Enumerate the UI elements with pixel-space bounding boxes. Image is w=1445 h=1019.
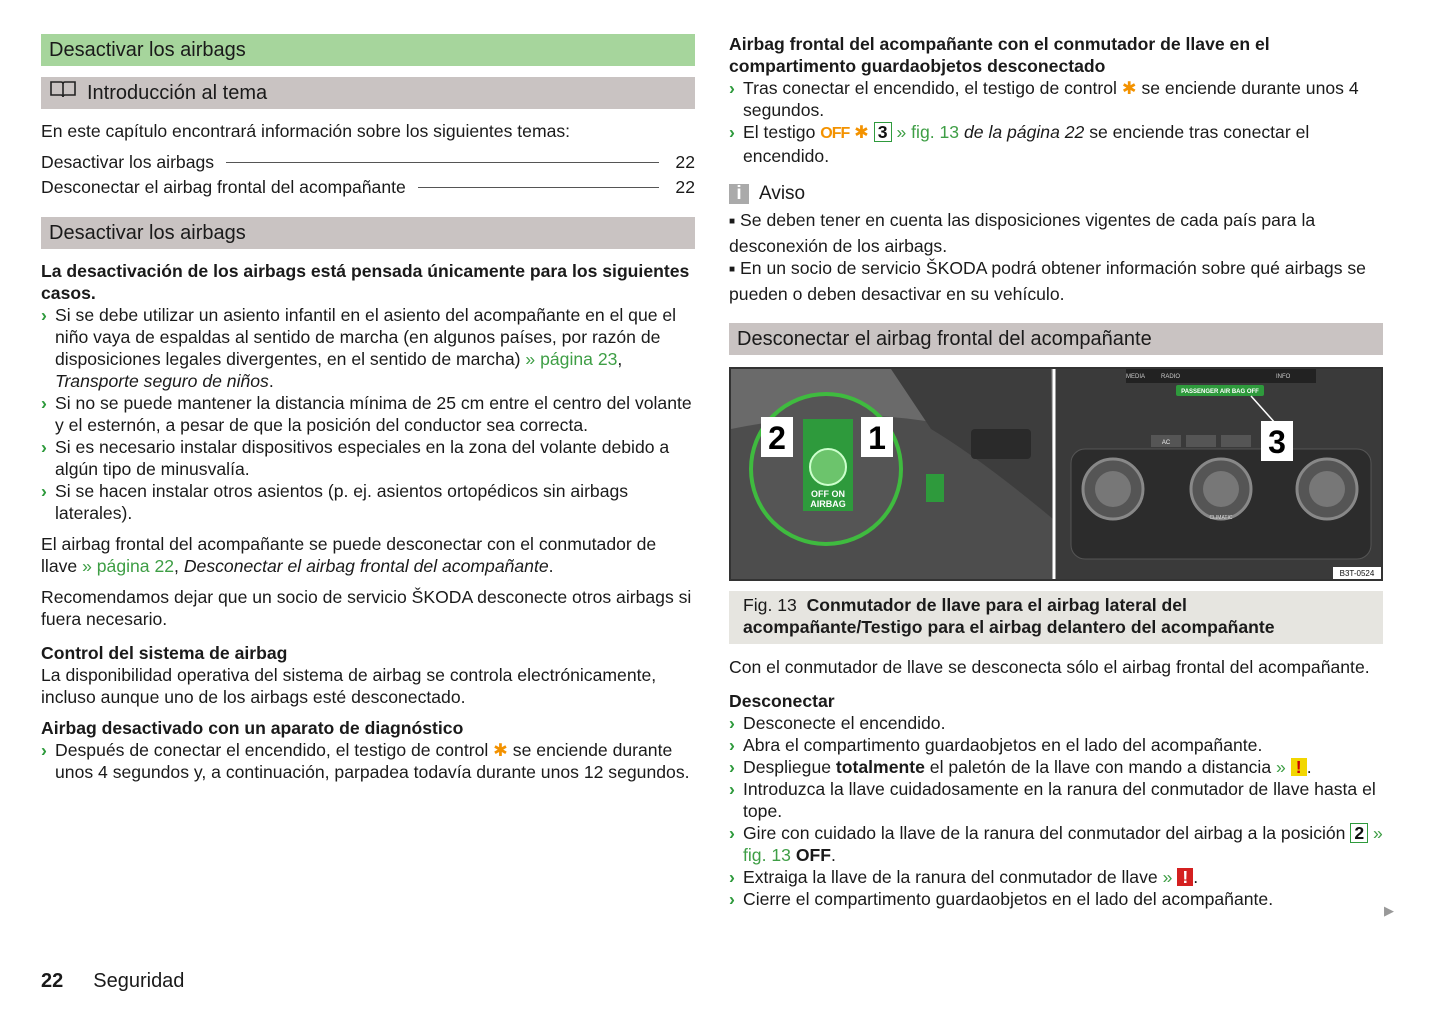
info-button: INFO: [1276, 374, 1291, 380]
arrow-icon: ›: [729, 713, 735, 733]
text-segment: se enciende tras conectar el encendido.: [743, 122, 1310, 166]
page-number: 22: [41, 970, 64, 992]
aviso-item: ■ En un socio de servicio ŠKODA podrá obtener información sobre qué airbags se pueden o deben desactivar en su vehículo.: [729, 257, 1383, 305]
intro-header-label: Introducción al tema: [87, 82, 268, 104]
paragraph: Recomendamos dejar que un socio de servicio ŠKODA desconecte otros airbags si fuera necesario.: [41, 587, 692, 629]
text-segment: .: [1306, 757, 1312, 777]
bullet-item: [729, 77, 1383, 121]
ac-button: AC: [1161, 440, 1171, 446]
figure-code: B3T-0524: [1339, 569, 1375, 578]
warning-icon: !: [1291, 758, 1307, 776]
text-segment: Despliegue: [743, 757, 836, 777]
toc-page: 22: [675, 152, 695, 172]
cross-reference-link[interactable]: » fig. 13: [891, 122, 960, 142]
arrow-icon: ›: [729, 78, 735, 98]
text-segment: totalmente: [835, 757, 925, 777]
arrow-icon: ›: [729, 823, 735, 843]
continue-arrow-icon: ▶: [1384, 903, 1394, 918]
bullet-item: [41, 392, 695, 436]
step-item: [729, 778, 1383, 822]
toc: [41, 151, 695, 201]
figure-callout-ref: 3: [874, 122, 892, 142]
media-button: MEDIA: [1126, 374, 1146, 380]
text-segment: .: [831, 845, 836, 865]
aviso-item: ■ Se deben tener en cuenta las disposiciones vigentes de cada país para la desconexión de los airbags.: [729, 209, 1383, 257]
cross-reference-link[interactable]: »: [1162, 867, 1173, 887]
text-segment: el paletón de la llave con mando a distancia: [924, 757, 1277, 777]
caption-text: Conmutador de llave para el airbag lateral del acompañante/Testigo para el airbag delantero del acompañante: [743, 595, 1275, 637]
text-segment: de la página 22: [963, 122, 1085, 142]
bullet-item: [729, 121, 1383, 167]
airbag-warning-icon: ✱: [493, 740, 508, 760]
item-text: [55, 437, 669, 479]
figure-13: [729, 367, 1383, 581]
item-text: [743, 867, 1198, 887]
arrow-icon: ›: [729, 735, 735, 755]
subheading: Desconectar: [729, 691, 835, 711]
figure-illustration: [731, 369, 1381, 579]
arrow-icon: ›: [729, 757, 735, 777]
text-segment: OFF: [820, 125, 850, 142]
left-column: [41, 0, 695, 783]
step-item: [729, 734, 1383, 756]
callout-2: 2: [768, 420, 786, 456]
callout-3: 3: [1268, 424, 1286, 460]
radio-button: RADIO: [1161, 374, 1181, 380]
step-item: [729, 712, 1383, 734]
item-text: [743, 757, 1312, 777]
page-footer: [41, 970, 184, 992]
step-item: [729, 822, 1383, 866]
cross-reference-link[interactable]: » fig. 13: [743, 823, 1383, 865]
section-name: Seguridad: [93, 970, 185, 992]
text-segment: Desconectar el airbag frontal del acompañante: [183, 556, 549, 576]
text-segment: El airbag frontal del acompañante se puede desconectar con el conmutador de llave: [41, 534, 657, 576]
text-segment: .: [1193, 867, 1199, 887]
text-segment: ,: [617, 349, 623, 369]
item-text: [743, 889, 1273, 909]
aviso-heading: [729, 183, 1383, 205]
section-header: Desconectar el airbag frontal del acompañante: [729, 323, 1383, 355]
arrow-icon: ›: [41, 437, 47, 457]
item-text: [743, 823, 1383, 865]
figure-callout-ref: 2: [1350, 823, 1368, 843]
text-segment: OFF: [795, 845, 832, 865]
item-text: [55, 305, 676, 391]
toc-entry[interactable]: [41, 176, 695, 201]
book-icon: [49, 77, 77, 109]
text-segment: Transporte seguro de niños: [55, 371, 269, 391]
switch-off-on-label: OFF ON: [810, 489, 846, 499]
toc-leader: [418, 187, 660, 188]
arrow-icon: ›: [729, 867, 735, 887]
step-item: [729, 888, 1383, 910]
airbag-warning-icon: ✱: [1121, 78, 1137, 98]
text-segment: Después de conectar el encendido, el testigo de control: [55, 740, 494, 760]
step-item: [729, 866, 1383, 888]
lead-text: La desactivación de los airbags está pensada únicamente para los siguientes casos.: [41, 261, 690, 303]
cross-reference-link[interactable]: »: [1276, 757, 1286, 777]
callout-1: 1: [868, 420, 886, 456]
right-column: [729, 0, 1383, 910]
text-segment: Introduzca la llave cuidadosamente en la ranura del conmutador de llave hasta el tope.: [743, 779, 1376, 821]
arrow-icon: ›: [41, 481, 47, 501]
toc-page: 22: [675, 177, 695, 197]
text-segment: se enciende durante unos 4 segundos y, a continuación, parpadea todavía durante unos 12 segundos.: [55, 740, 690, 782]
text-segment: se enciende durante unos 4 segundos.: [743, 78, 1359, 120]
aviso-title: Aviso: [759, 183, 806, 204]
arrow-icon: ›: [729, 122, 735, 142]
item-text: [743, 779, 1376, 821]
item-text: [55, 393, 692, 435]
subheading: Airbag frontal del acompañante con el conmutador de llave en el compartimento guardaobjetos desconectado: [729, 34, 1270, 76]
warning-icon: !: [1177, 868, 1193, 886]
text-segment: .: [548, 556, 554, 576]
text-segment: Si es necesario instalar dispositivos especiales en la zona del volante debido a algún tipo de minusvalía.: [55, 437, 670, 479]
arrow-icon: ›: [729, 779, 735, 799]
figure-caption: [729, 591, 1383, 644]
toc-entry[interactable]: [41, 151, 695, 176]
passenger-airbag-off-indicator: PASSENGER AIR BAG OFF: [1181, 389, 1259, 395]
caption-number: Fig. 13: [743, 595, 797, 615]
text-segment: Cierre el compartimento guardaobjetos en el lado del acompañante.: [743, 889, 1274, 909]
airbag-warning-icon: ✱: [849, 122, 874, 142]
cross-reference-link[interactable]: » página 23: [525, 349, 618, 369]
arrow-icon: ›: [41, 393, 47, 413]
cross-reference-link[interactable]: » página 22: [82, 556, 175, 576]
text-segment: Si se hacen instalar otros asientos (p. ej. asientos ortopédicos sin airbags laterales).: [55, 481, 629, 523]
climatic-label: CLIMATIC: [1209, 515, 1233, 521]
switch-airbag-label: AIRBAG: [810, 499, 846, 509]
item-text: [743, 735, 1262, 755]
intro-text: En este capítulo encontrará información sobre los siguientes temas:: [41, 121, 571, 141]
bullet-item: [41, 480, 695, 524]
text-segment: Tras conectar el encendido, el testigo de control: [743, 78, 1122, 98]
arrow-icon: ›: [729, 889, 735, 909]
subheading: Airbag desactivado con un aparato de diagnóstico: [41, 718, 464, 738]
step-item: [729, 756, 1383, 778]
intro-header: [41, 77, 695, 109]
paragraph: La disponibilidad operativa del sistema de airbag se controla electrónicamente, incluso aunque uno de los airbags esté desconectado.: [41, 665, 657, 707]
item-text: [55, 481, 628, 523]
text-segment: .: [268, 371, 274, 391]
toc-leader: [226, 162, 659, 163]
text-segment: El testigo: [743, 122, 821, 142]
bullet-item: [41, 436, 695, 480]
item-text: [743, 78, 1359, 120]
item-text: [743, 713, 945, 733]
text-segment: Si se debe utilizar un asiento infantil en el asiento del acompañante en el que el niño vaya de espaldas al sentido de marcha (en algunos países, por razón de disposiciones legales divergentes, en el sentido de marcha): [55, 305, 677, 369]
item-text: [743, 122, 1309, 166]
paragraph: [41, 533, 695, 577]
toc-label[interactable]: Desactivar los airbags: [41, 152, 215, 172]
arrow-icon: ›: [41, 305, 47, 325]
bullet-item: [41, 739, 695, 783]
text-segment: Si no se puede mantener la distancia mínima de 25 cm entre el centro del volante y el esternón, a pesar de que la posición del conductor sea correcta.: [55, 393, 692, 435]
toc-label[interactable]: Desconectar el airbag frontal del acompañante: [41, 177, 406, 197]
chapter-title: Desactivar los airbags: [41, 34, 695, 66]
text-segment: ,: [174, 556, 184, 576]
text-segment: Abra el compartimento guardaobjetos en el lado del acompañante.: [743, 735, 1263, 755]
item-text: [55, 740, 690, 782]
text-segment: Desconecte el encendido.: [743, 713, 946, 733]
subheading: Control del sistema de airbag: [41, 643, 288, 663]
bullet-item: [41, 304, 695, 392]
arrow-icon: ›: [41, 740, 47, 760]
text-segment: Extraiga la llave de la ranura del conmutador de llave: [743, 867, 1163, 887]
paragraph: Con el conmutador de llave se desconecta sólo el airbag frontal del acompañante.: [729, 657, 1370, 677]
info-icon: i: [729, 184, 749, 204]
section-header: Desactivar los airbags: [41, 217, 695, 249]
text-segment: Gire con cuidado la llave de la ranura del conmutador del airbag a la posición: [743, 823, 1351, 843]
